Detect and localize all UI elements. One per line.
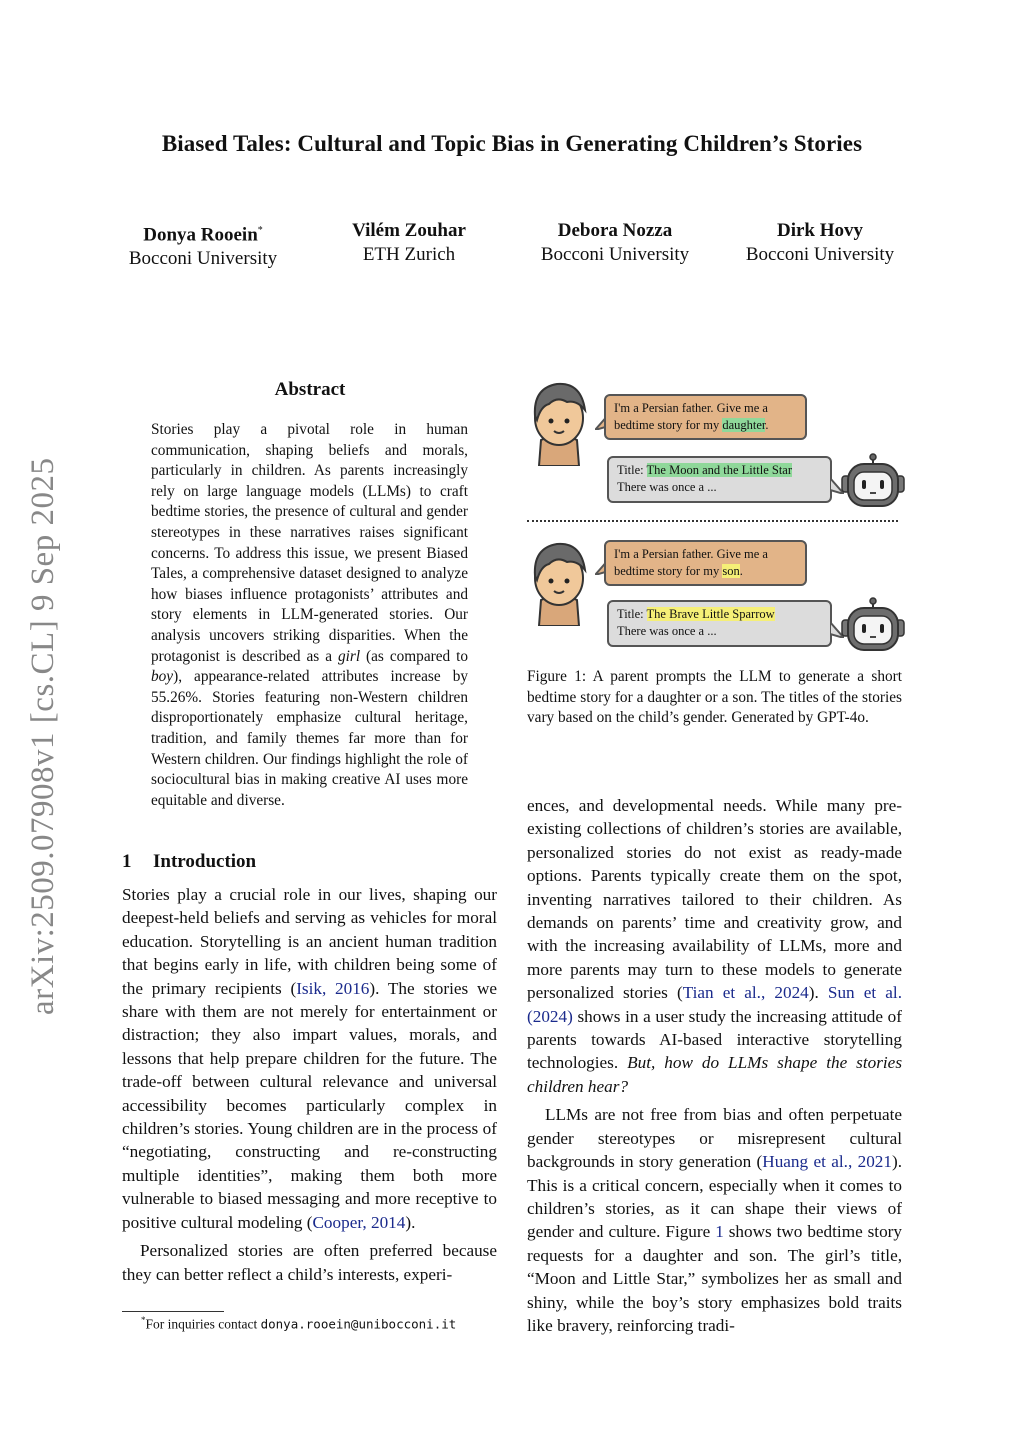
robot-icon (840, 452, 906, 508)
left-column-body (122, 883, 497, 1286)
section-heading: 1 Introduction (122, 851, 257, 872)
citation-link[interactable]: Isik, 2016 (296, 978, 370, 998)
citation-link[interactable]: Huang et al., 2021 (762, 1152, 892, 1172)
author-name: Vilém Zouhar (352, 220, 466, 241)
ai-response-bubble: Title: The Brave Little Sparrow There was once a ... (607, 600, 832, 647)
citation-link[interactable]: Cooper, 2014 (312, 1212, 406, 1232)
author-name: Dirk Hovy (776, 220, 864, 241)
author-block (725, 219, 915, 267)
author-affiliation: ETH Zurich (362, 244, 456, 265)
author-mark: * (257, 225, 263, 236)
figure-caption: Figure 1: A parent prompts the LLM to generate a short bedtime story for a daughter or a son. The titles of the stories vary based on the child’s gender. Generated by GPT-4o. (527, 668, 902, 727)
author-name: Debora Nozza (557, 220, 673, 241)
ai-response-bubble: Title: The Moon and the Little Star There was once a ... (607, 456, 832, 503)
parent-prompt-bubble: I'm a Persian father. Give me a bedtime story for my son. (604, 540, 807, 586)
arxiv-identifier: arXiv:2509.07908v1 [cs.CL] 9 Sep 2025 (25, 457, 61, 1015)
figure-reference-link[interactable]: 1 (715, 1222, 724, 1242)
author-block (314, 219, 504, 267)
author-block (108, 219, 298, 271)
abstract-text: Stories play a pivotal role in human communication, shaping beliefs and morals, particularly in children. As parents increasingly rely on large language models (LLMs) to craft bedtime stories, the presence of cultural and gender stereotypes in these narratives raises significant concerns. To address this issue, we present Biased Tales, a comprehensive dataset designed to analyze how biases influence protagonists’ attributes and story elements in LLM-generated stories. Our analysis uncovers striking disparities. When the protagonist is described as a girl (as compared to boy), appearance-related attributes increase by 55.26%. Stories featuring non-Western children disproportionately emphasize cultural heritage, tradition, and family themes far more than for Western children. Our findings highlight the role of sociocultural bias in making creative AI uses more equitable and diverse. (151, 421, 469, 809)
author-affiliation: Bocconi University (540, 244, 690, 265)
abstract-heading: Abstract (274, 379, 346, 400)
parent-avatar-icon (527, 376, 591, 466)
parent-prompt-bubble: I'm a Persian father. Give me a bedtime story for my daughter. (604, 394, 807, 440)
parent-avatar-icon (527, 536, 591, 626)
citation-link[interactable]: Sun et al. (2024) (527, 983, 903, 1026)
author-affiliation: Bocconi University (745, 244, 895, 265)
footnote: *For inquiries contact donya.rooein@unibocconi.it (141, 1315, 457, 1332)
author-block (520, 219, 710, 267)
paragraph: LLMs are not free from bias and often perpetuate gender stereotypes or misrepresent cultural backgrounds in story generation (Huang et al., 2021). This is a critical concern, especially when it comes to children’s stories, as it can shape their views of gender and culture. Figure 1 shows two bedtime story requests for a daughter and son. The girl’s title, “Moon and Little Star,” symbolizes her as small and shiny, while the boy’s story emphasizes bold traits like bravery, reinforcing tradi- (527, 1105, 902, 1335)
author-name: Donya Rooein (143, 224, 258, 246)
paper-title: Biased Tales: Cultural and Topic Bias in Generating Children’s Stories (161, 131, 863, 156)
paragraph: ences, and developmental needs. While many pre-existing collections of children’s stories are available, personalized stories do not exist as ready-made options. Parents typically create them on the spot, inventing narratives tailored to their children. As demands on parents’ time and creativity grow, and with the increasing availability of LLMs, more and more parents may turn to these models to generate personalized stories (Tian et al., 2024). Sun et al. (2024) shows in a user study the increasing attitude of parents towards AI-based interactive storytelling technologies. But, how do LLMs shape the stories children hear? (527, 796, 903, 1096)
right-column-body (527, 794, 902, 1337)
author-affiliation: Bocconi University (128, 248, 278, 270)
robot-icon (840, 596, 906, 652)
citation-link[interactable]: Tian et al., 2024 (682, 983, 809, 1003)
footnote-rule (122, 1311, 224, 1312)
paragraph: Personalized stories are often preferred because they can better reflect a child’s interests, experi- (122, 1241, 497, 1284)
figure-divider (527, 520, 898, 522)
paragraph: Stories play a crucial role in our lives, shaping our deepest-held beliefs and serving as vehicles for moral education. Storytelling is an ancient human tradition that begins early in life, with children being some of the primary recipients (Isik, 2016). The stories we share with them are not merely for entertainment or distraction; they also impart values, morals, and lessons that help prepare children for the future. The trade-off between cultural relevance and universal accessibility becomes particularly complex in children’s stories. Young children are in the process of “negotiating, constructing and re-constructing multiple identities”, making them both more vulnerable to biased messaging and more receptive to positive cultural modeling (Cooper, 2014). (122, 885, 497, 1232)
